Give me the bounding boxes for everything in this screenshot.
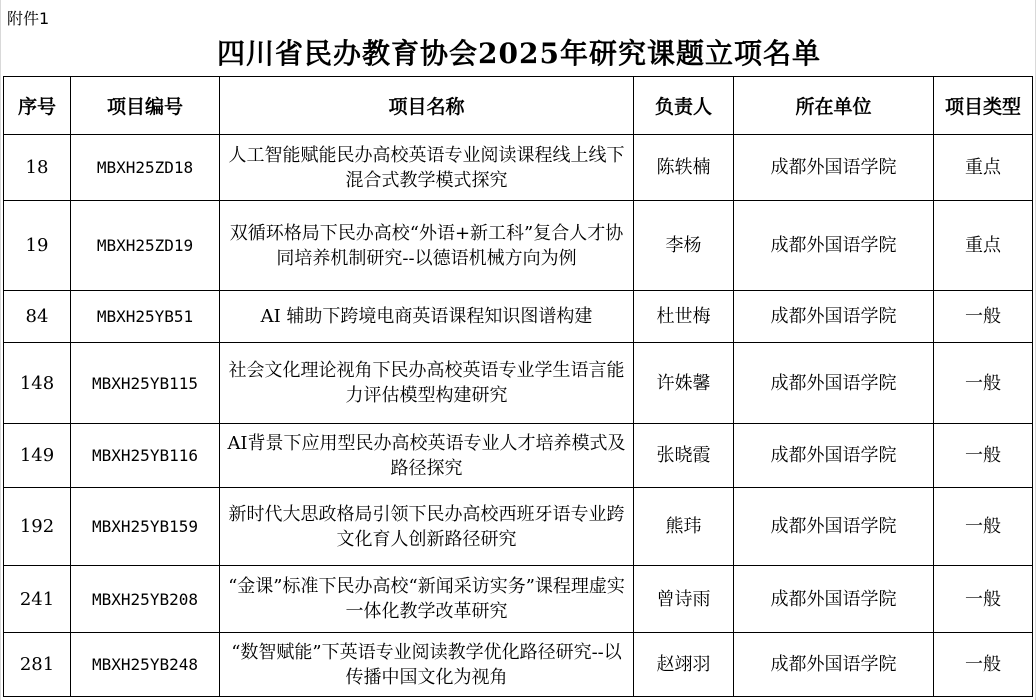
cell-leader: 熊玮 [634, 488, 734, 566]
cell-leader: 曾诗雨 [634, 566, 734, 633]
cell-name: AI背景下应用型民办高校英语专业人才培养模式及路径探究 [220, 424, 634, 488]
table-row [4, 566, 1033, 633]
cell-name: 社会文化理论视角下民办高校英语专业学生语言能力评估模型构建研究 [220, 343, 634, 424]
header-code: 项目编号 [71, 77, 220, 135]
cell-type: 一般 [934, 291, 1033, 343]
cell-name: “数智赋能”下英语专业阅读教学优化路径研究--以传播中国文化为视角 [220, 633, 634, 697]
header-seq: 序号 [4, 77, 71, 135]
cell-leader: 杜世梅 [634, 291, 734, 343]
table-row [4, 633, 1033, 697]
cell-type: 一般 [934, 488, 1033, 566]
table-row [4, 201, 1033, 291]
cell-code: MBXH25ZD19 [71, 201, 220, 291]
cell-unit: 成都外国语学院 [734, 488, 934, 566]
cell-leader: 张晓霞 [634, 424, 734, 488]
cell-code: MBXH25YB115 [71, 343, 220, 424]
cell-seq: 192 [4, 488, 71, 566]
cell-unit: 成都外国语学院 [734, 291, 934, 343]
cell-type: 一般 [934, 343, 1033, 424]
cell-seq: 281 [4, 633, 71, 697]
table-row [4, 488, 1033, 566]
cell-name: AI 辅助下跨境电商英语课程知识图谱构建 [220, 291, 634, 343]
cell-seq: 241 [4, 566, 71, 633]
project-table [3, 76, 1033, 697]
cell-type: 一般 [934, 424, 1033, 488]
cell-type: 重点 [934, 135, 1033, 201]
cell-seq: 19 [4, 201, 71, 291]
cell-unit: 成都外国语学院 [734, 424, 934, 488]
cell-name: 新时代大思政格局引领下民办高校西班牙语专业跨文化育人创新路径研究 [220, 488, 634, 566]
cell-leader: 许姝馨 [634, 343, 734, 424]
cell-unit: 成都外国语学院 [734, 633, 934, 697]
cell-seq: 149 [4, 424, 71, 488]
cell-unit: 成都外国语学院 [734, 343, 934, 424]
table-row [4, 424, 1033, 488]
cell-name: 双循环格局下民办高校“外语+新工科”复合人才协同培养机制研究--以德语机械方向为例 [220, 201, 634, 291]
cell-code: MBXH25YB248 [71, 633, 220, 697]
cell-seq: 18 [4, 135, 71, 201]
cell-seq: 84 [4, 291, 71, 343]
table-header-row [4, 77, 1033, 135]
cell-name: 人工智能赋能民办高校英语专业阅读课程线上线下混合式教学模式探究 [220, 135, 634, 201]
header-name: 项目名称 [220, 77, 634, 135]
table-row [4, 343, 1033, 424]
cell-type: 重点 [934, 201, 1033, 291]
cell-seq: 148 [4, 343, 71, 424]
header-leader: 负责人 [634, 77, 734, 135]
cell-unit: 成都外国语学院 [734, 201, 934, 291]
cell-type: 一般 [934, 633, 1033, 697]
cell-unit: 成都外国语学院 [734, 566, 934, 633]
attachment-label: 附件1 [7, 9, 50, 28]
table-row [4, 135, 1033, 201]
cell-code: MBXH25YB116 [71, 424, 220, 488]
header-unit: 所在单位 [734, 77, 934, 135]
cell-type: 一般 [934, 566, 1033, 633]
cell-name: “金课”标准下民办高校“新闻采访实务”课程理虚实一体化教学改革研究 [220, 566, 634, 633]
cell-leader: 陈轶楠 [634, 135, 734, 201]
document-title: 四川省民办教育协会2025年研究课题立项名单 [217, 37, 821, 70]
cell-code: MBXH25YB208 [71, 566, 220, 633]
cell-code: MBXH25YB51 [71, 291, 220, 343]
cell-unit: 成都外国语学院 [734, 135, 934, 201]
cell-code: MBXH25ZD18 [71, 135, 220, 201]
table-row [4, 291, 1033, 343]
cell-leader: 李杨 [634, 201, 734, 291]
cell-leader: 赵翊羽 [634, 633, 734, 697]
cell-code: MBXH25YB159 [71, 488, 220, 566]
header-type: 项目类型 [934, 77, 1033, 135]
